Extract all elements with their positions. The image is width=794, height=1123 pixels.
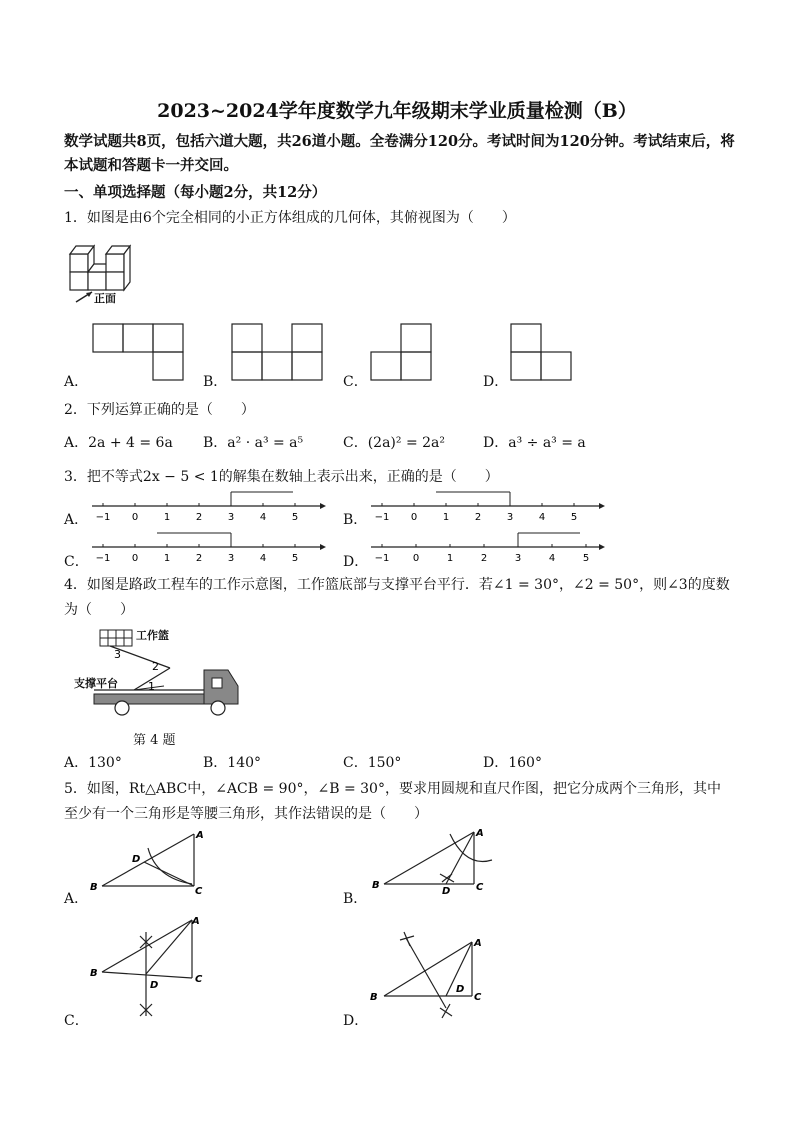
- option-b-top-view: [232, 324, 324, 382]
- q4-option-d[interactable]: D．160°: [483, 755, 542, 771]
- q3-option-d[interactable]: D．: [343, 554, 369, 570]
- section-heading: 一、单项选择题（每小题2分，共12分）: [64, 184, 327, 201]
- tick-label: −1: [95, 553, 111, 564]
- q5-option-a[interactable]: A．: [64, 891, 89, 907]
- q1-option-a[interactable]: A．: [64, 374, 89, 390]
- basket-label: 工作篮: [136, 629, 169, 642]
- angle-3-label: 3: [114, 648, 121, 661]
- tick-label: −1: [95, 512, 111, 523]
- page-title: 2023~2024学年度数学九年级期末学业质量检测（B）: [157, 100, 637, 122]
- angle-2-label: 2: [152, 660, 159, 673]
- q5-option-b[interactable]: B．: [343, 891, 368, 907]
- vertex-c-label: C: [476, 882, 484, 893]
- tick-label: 1: [446, 553, 454, 564]
- exam-instructions: 数学试题共8页，包括六道大题，共26道小题。全卷满分120分。考试时间为120分钟。考试结束后，将本试题和答题卡一并交回。: [64, 133, 735, 174]
- q2-option-b[interactable]: B．a² · a³ = a⁵: [203, 435, 304, 451]
- construction-figure-b: [370, 826, 500, 896]
- vertex-b-label: B: [372, 880, 380, 891]
- tick-label: −1: [374, 512, 390, 523]
- vertex-c-label: C: [474, 992, 482, 1003]
- vertex-b-label: B: [370, 992, 378, 1003]
- axis-arrow: [599, 503, 605, 509]
- q3-option-a[interactable]: A．: [64, 512, 89, 528]
- tick-label: 1: [442, 512, 450, 523]
- vertex-a-label: A: [474, 938, 482, 949]
- question-1-stem: 1．如图是由6个完全相同的小正方体组成的几何体，其俯视图为（ ）: [64, 210, 516, 226]
- tick-label: 5: [582, 553, 590, 564]
- platform-label: 支撑平台: [74, 677, 118, 690]
- construction-figure-d: [370, 928, 490, 1024]
- tick-label: 5: [291, 553, 299, 564]
- tick-label: 1: [163, 512, 171, 523]
- axis-arrow: [320, 503, 326, 509]
- tick-label: 4: [548, 553, 556, 564]
- angle-1-label: 1: [148, 680, 155, 693]
- construction-figure-a: [88, 826, 208, 896]
- tick-label: 3: [227, 512, 235, 523]
- tick-label: 0: [131, 512, 139, 523]
- tick-label: 2: [474, 512, 482, 523]
- vertex-b-label: B: [90, 968, 98, 979]
- vertex-d-label: D: [442, 886, 451, 897]
- option-a-top-view: [93, 324, 185, 382]
- q5-option-d[interactable]: D．: [343, 1013, 369, 1029]
- q2-option-a[interactable]: A．2a + 4 = 6a: [64, 435, 173, 451]
- vertex-b-label: B: [90, 882, 98, 893]
- number-line-c: [92, 529, 327, 565]
- q4-option-c[interactable]: C．150°: [343, 755, 402, 771]
- tick-label: −1: [374, 553, 390, 564]
- question-4-stem-line-2: 为（ ）: [64, 602, 134, 618]
- q1-option-b[interactable]: B．: [203, 374, 228, 390]
- tick-label: 3: [506, 512, 514, 523]
- question-5-stem-line-2: 至少有一个三角形是等腰三角形，其作法错误的是（ ）: [64, 806, 428, 822]
- tick-label: 4: [259, 553, 267, 564]
- vertex-d-label: D: [150, 980, 159, 991]
- number-line-a: [92, 488, 327, 524]
- q3-option-c[interactable]: C．: [64, 554, 89, 570]
- question-4-stem-line-1: 4．如图是路政工程车的工作示意图，工作篮底部与支撑平台平行．若∠1 = 30°，∠2 = 50°，则∠3的度数: [64, 577, 730, 593]
- number-line-b: [371, 488, 606, 524]
- q4-option-a[interactable]: A．130°: [64, 755, 122, 771]
- vertex-c-label: C: [195, 886, 203, 897]
- tick-label: 4: [538, 512, 546, 523]
- tick-label: 4: [259, 512, 267, 523]
- tick-label: 0: [412, 553, 420, 564]
- q1-option-c[interactable]: C．: [343, 374, 368, 390]
- tick-label: 5: [291, 512, 299, 523]
- vertex-a-label: A: [196, 830, 204, 841]
- tick-label: 3: [514, 553, 522, 564]
- q3-option-b[interactable]: B．: [343, 512, 368, 528]
- q1-option-d[interactable]: D．: [483, 374, 509, 390]
- front-view-label: 正面: [94, 292, 116, 305]
- tick-label: 2: [480, 553, 488, 564]
- question-3-stem: 3．把不等式2x − 5 < 1的解集在数轴上表示出来，正确的是（ ）: [64, 469, 499, 485]
- tick-label: 3: [227, 553, 235, 564]
- figure-caption: 第 4 题: [133, 733, 176, 748]
- vertex-a-label: A: [476, 828, 484, 839]
- vertex-a-label: A: [192, 916, 200, 927]
- construction-figure-c: [88, 912, 208, 1022]
- tick-label: 5: [570, 512, 578, 523]
- q2-option-c[interactable]: C．(2a)² = 2a²: [343, 435, 445, 451]
- axis-arrow: [320, 544, 326, 550]
- tick-label: 0: [131, 553, 139, 564]
- q2-option-d[interactable]: D．a³ ÷ a³ = a: [483, 435, 586, 451]
- q5-option-c[interactable]: C．: [64, 1013, 89, 1029]
- option-d-top-view: [511, 324, 573, 382]
- tick-label: 1: [163, 553, 171, 564]
- axis-arrow: [599, 544, 605, 550]
- vertex-c-label: C: [195, 974, 203, 985]
- option-c-top-view: [371, 324, 433, 382]
- vertex-d-label: D: [132, 854, 141, 865]
- question-2-stem: 2．下列运算正确的是（ ）: [64, 402, 255, 418]
- vertex-d-label: D: [456, 984, 465, 995]
- question-5-stem-line-1: 5．如图，Rt△ABC中，∠ACB = 90°，∠B = 30°，要求用圆规和直尺作图，把它分成两个三角形，其中: [64, 781, 721, 797]
- number-line-d: [371, 529, 606, 565]
- q4-option-b[interactable]: B．140°: [203, 755, 262, 771]
- tick-label: 0: [410, 512, 418, 523]
- tick-label: 2: [195, 553, 203, 564]
- tick-label: 2: [195, 512, 203, 523]
